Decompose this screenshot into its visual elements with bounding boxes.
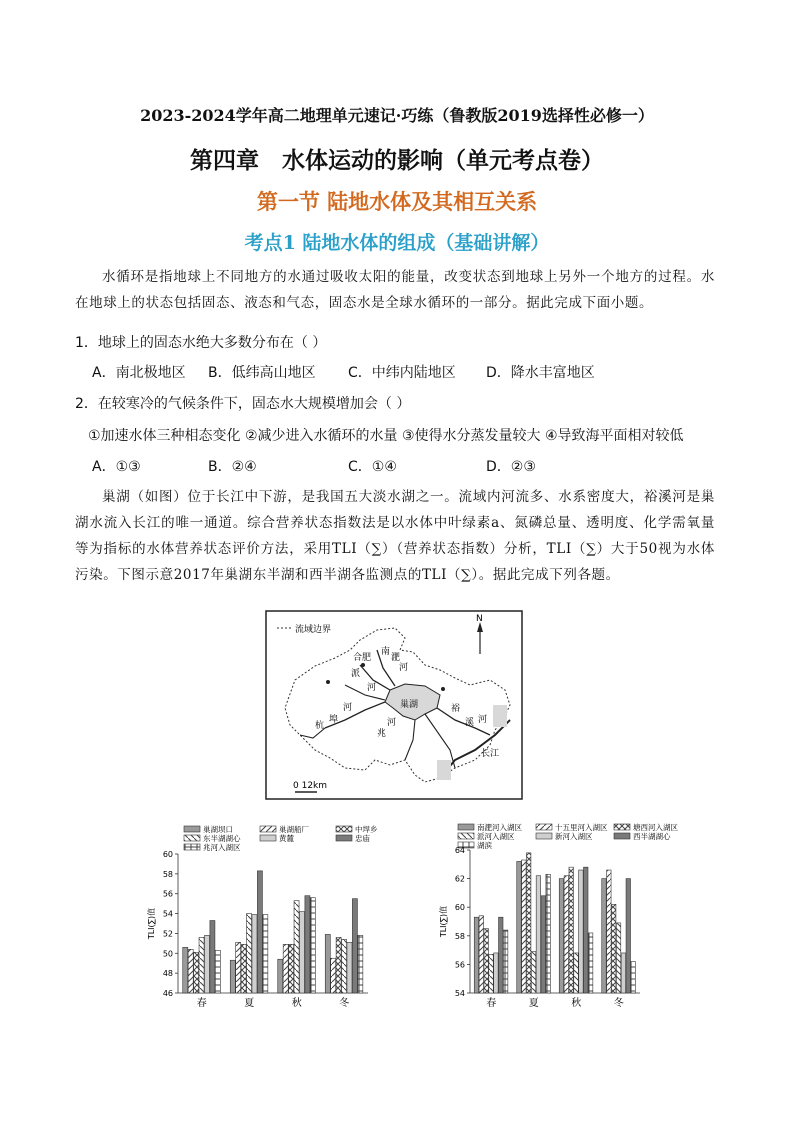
bar-3-5 — [626, 879, 630, 993]
legend-swatch-3 — [458, 833, 474, 839]
q2-option-b[interactable]: B．②④ — [208, 459, 257, 475]
q2-stem: 2．在较寒冷的气候条件下，固态水大规模增加会（ ） — [75, 396, 411, 412]
chaohu-basin-map — [265, 610, 523, 800]
q1-option-a[interactable]: A．南北极地区 — [92, 365, 186, 381]
bar-3-6 — [631, 962, 635, 993]
x-tick-label: 冬 — [613, 998, 624, 1009]
bar-1-5 — [541, 896, 545, 993]
bar-3-3 — [342, 939, 347, 993]
bar-0-2 — [484, 929, 488, 993]
bar-1-2 — [526, 853, 530, 993]
bar-3-4 — [621, 953, 625, 993]
legend-swatch-0 — [184, 826, 200, 832]
map-label-changjiang: 长江 — [481, 749, 500, 759]
y-tick-label: 62 — [454, 874, 465, 884]
q1-option-b[interactable]: B．低纬高山地区 — [208, 365, 316, 381]
q1-option-c[interactable]: C．中纬内陆地区 — [348, 365, 456, 381]
bar-0-5 — [499, 917, 503, 993]
x-tick-label: 冬 — [339, 998, 350, 1009]
x-tick-label: 秋 — [571, 998, 582, 1009]
map-label-he4: 河 — [387, 718, 397, 728]
bar-0-6 — [215, 950, 220, 993]
q1-option-d[interactable]: D．降水丰富地区 — [486, 365, 595, 381]
legend-label-5: 忠庙 — [355, 834, 370, 843]
x-tick-label: 夏 — [244, 998, 255, 1009]
y-tick-label: 58 — [454, 931, 465, 941]
bar-2-3 — [294, 901, 299, 993]
bar-0-1 — [188, 949, 193, 993]
bar-0-2 — [194, 952, 199, 993]
q2-option-d[interactable]: D．②③ — [486, 459, 536, 475]
legend-label-0: 巢湖坝口 — [203, 825, 233, 834]
intro-paragraph-2: 巢湖（如图）位于长江中下游，是我国五大淡水湖之一。流域内河流多、水系密度大，裕溪河是巢湖水流入长江的唯一通道。综合营养状态指数法是以水体中叶绿素a、氮磷总量、透明度、化学需氧量等为指标的水体营养状态评价方法，采用TLI（∑）（营养状态指数）分析，TLI（∑）大于50视为水体污染。下图示意2017年巢湖东半湖和西半湖各监测点的TLI（∑）。据此完成下列各题。 — [75, 489, 715, 583]
q2-option-a[interactable]: A．①③ — [92, 459, 141, 475]
bar-2-4 — [579, 870, 583, 993]
y-axis-label: TLI(∑)值 — [147, 907, 156, 940]
map-label-nan: 南 — [381, 647, 391, 657]
bar-2-2 — [569, 867, 573, 993]
legend-label-2: 中垾乡 — [355, 825, 378, 834]
x-tick-label: 春 — [196, 998, 207, 1009]
legend-label-2: 塘西河入湖区 — [633, 823, 678, 832]
legend-swatch-4 — [260, 835, 276, 841]
intro-paragraph-1: 水循环是指地球上不同地方的水通过吸收太阳的能量，改变状态到地球上另外一个地方的过程。水在地球上的状态包括固态、液态和气态，固态水是全球水循环的一部分。据此完成下面小题。 — [75, 269, 715, 311]
map-label-zhao: 兆 — [377, 729, 387, 739]
x-tick-label: 秋 — [291, 998, 302, 1009]
map-label-hefei: 合肥 — [353, 653, 372, 663]
bar-3-1 — [331, 958, 336, 993]
bar-2-4 — [299, 912, 304, 993]
bar-3-6 — [358, 935, 363, 993]
bar-1-1 — [236, 942, 241, 993]
legend-label-1: 巢湖船厂 — [279, 825, 309, 834]
bar-2-6 — [588, 933, 592, 993]
legend-label-6: 湖滨 — [477, 841, 492, 850]
legend-label-4: 新河入湖区 — [555, 832, 593, 841]
bar-1-0 — [517, 861, 521, 993]
legend-swatch-6 — [184, 844, 200, 850]
bar-2-5 — [584, 867, 588, 993]
bar-2-5 — [305, 896, 310, 993]
bar-0-6 — [503, 930, 507, 993]
bar-0-0 — [183, 947, 188, 993]
map-label-he1: 河 — [399, 663, 409, 673]
legend-label-1: 十五里河入湖区 — [555, 823, 608, 832]
map-scale: 0 12km — [293, 781, 328, 791]
bar-0-0 — [474, 917, 478, 993]
legend-swatch-4 — [536, 833, 552, 839]
map-label-yu: 裕 — [451, 704, 461, 714]
bar-1-2 — [241, 944, 246, 993]
y-tick-label: 64 — [454, 846, 465, 855]
y-tick-label: 60 — [454, 903, 465, 913]
bar-2-1 — [283, 944, 288, 993]
map-label-fei: 淝 — [391, 653, 401, 663]
q2-statements: ①加速水体三种相态变化 ②减少进入水循环的水量 ③使得水分蒸发量较大 ④导致海平面相对较低 — [88, 428, 684, 444]
legend-swatch-2 — [336, 826, 352, 832]
y-tick-label: 60 — [162, 850, 173, 859]
y-tick-label: 56 — [454, 960, 465, 970]
y-tick-label: 54 — [162, 909, 173, 919]
bar-1-6 — [546, 874, 550, 993]
bar-1-5 — [257, 871, 262, 993]
legend-swatch-0 — [458, 824, 474, 830]
bar-2-0 — [559, 879, 563, 993]
y-axis-label: TLI(∑)值 — [439, 905, 448, 938]
bar-1-3 — [247, 914, 252, 993]
series-title: 2023-2024学年高二地理单元速记·巧练（鲁教版2019选择性必修一） — [140, 106, 654, 125]
bar-2-1 — [564, 876, 568, 993]
bar-3-5 — [352, 899, 357, 993]
bar-0-3 — [489, 954, 493, 993]
topic-title: 考点1 陆地水体的组成（基础讲解） — [244, 232, 550, 254]
bar-3-1 — [607, 870, 611, 993]
x-tick-label: 春 — [486, 998, 497, 1009]
bar-3-4 — [347, 942, 352, 993]
bar-2-6 — [310, 898, 315, 993]
bar-1-0 — [230, 960, 235, 993]
bar-0-4 — [204, 935, 209, 993]
bar-0-1 — [479, 916, 483, 993]
y-tick-label: 48 — [162, 969, 173, 979]
bar-2-3 — [574, 953, 578, 993]
y-tick-label: 50 — [162, 949, 173, 959]
map-label-pai: 派 — [351, 669, 361, 679]
bar-3-3 — [616, 923, 620, 993]
legend-swatch-5 — [614, 833, 630, 839]
bar-0-5 — [210, 921, 215, 993]
map-label-he5: 河 — [478, 715, 488, 725]
tli-chart-east-lake — [122, 820, 392, 1010]
legend-label-3: 东半湖湖心 — [203, 834, 241, 843]
map-label-he3: 河 — [343, 703, 353, 713]
legend-swatch-3 — [184, 835, 200, 841]
tli-chart-west-lake — [430, 820, 680, 1010]
chapter-title: 第四章 水体运动的影响（单元考点卷） — [190, 147, 604, 174]
x-tick-label: 夏 — [528, 998, 539, 1009]
map-legend-label: 流域边界 — [295, 625, 332, 635]
q1-stem: 1．地球上的固态水绝大多数分布在（ ） — [75, 335, 327, 351]
legend-swatch-5 — [336, 835, 352, 841]
y-tick-label: 52 — [162, 929, 173, 939]
legend-label-0: 南淝河入湖区 — [477, 823, 522, 832]
bar-1-4 — [252, 915, 257, 993]
map-label-chaohu: 巢湖 — [400, 700, 419, 710]
bar-2-2 — [289, 944, 294, 993]
map-label-xi: 溪 — [465, 718, 475, 728]
q2-option-c[interactable]: C．①④ — [348, 459, 397, 475]
bar-0-4 — [494, 953, 498, 993]
bar-1-6 — [263, 915, 268, 993]
bar-1-1 — [522, 860, 526, 993]
y-tick-label: 54 — [454, 989, 465, 998]
bar-3-0 — [602, 879, 606, 993]
y-tick-label: 58 — [162, 869, 173, 879]
bar-0-3 — [199, 937, 204, 993]
map-label-he2: 河 — [367, 683, 377, 693]
legend-label-5: 西半湖湖心 — [633, 832, 671, 841]
legend-label-4: 黄麓 — [279, 834, 294, 843]
legend-swatch-2 — [614, 824, 630, 830]
legend-swatch-1 — [536, 824, 552, 830]
bar-2-0 — [278, 959, 283, 993]
section-title: 第一节 陆地水体及其相互关系 — [256, 189, 538, 214]
bar-3-2 — [611, 904, 615, 993]
y-tick-label: 56 — [162, 889, 173, 899]
legend-label-3: 派河入湖区 — [477, 832, 515, 841]
map-label-bu: 埠 — [329, 715, 339, 725]
map-label-hang: 杭 — [315, 721, 325, 731]
bar-1-4 — [536, 876, 540, 993]
bar-3-0 — [325, 934, 330, 993]
y-tick-label: 46 — [162, 989, 173, 998]
bar-3-2 — [336, 937, 341, 993]
bar-1-3 — [531, 952, 535, 993]
north-arrow-label: N — [476, 614, 483, 624]
legend-label-6: 兆河入湖区 — [203, 843, 241, 852]
legend-swatch-1 — [260, 826, 276, 832]
